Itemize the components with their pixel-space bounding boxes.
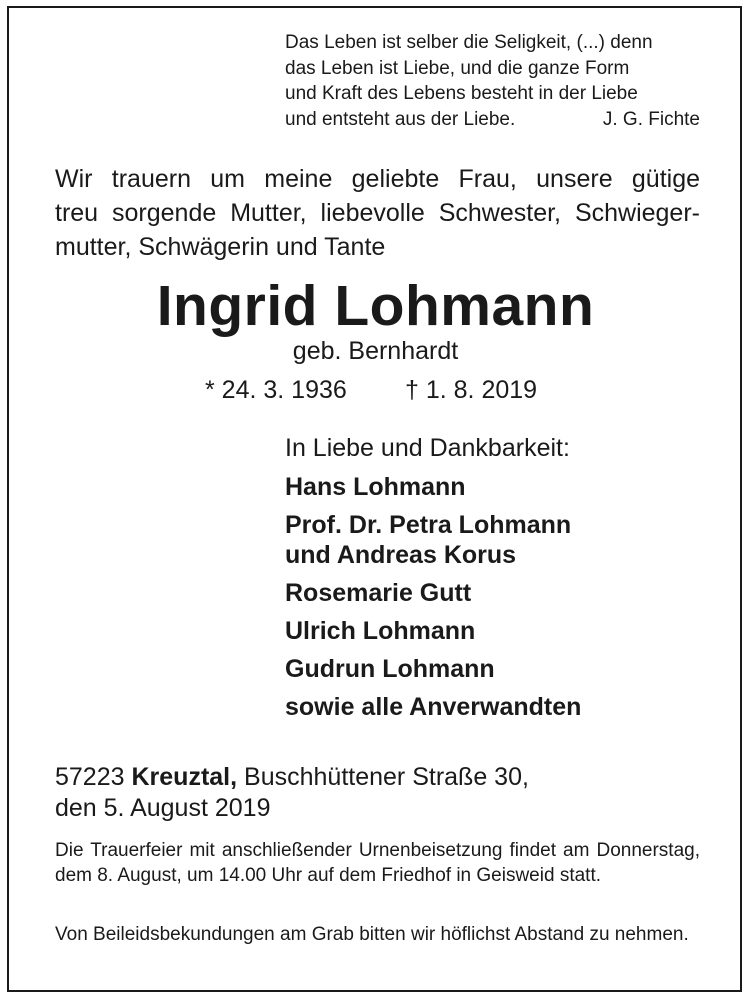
mourner-entry — [285, 616, 725, 646]
deceased-name: Ingrid Lohmann — [156, 274, 595, 338]
address-street: Buschhüttener Straße 30, — [244, 763, 529, 791]
quote-line: Das Leben ist selber die Seligkeit, (...) denn — [285, 32, 653, 53]
intro-line: treu sorgende Mutter, liebevolle Schwester, Schwieger- — [55, 199, 700, 227]
mourner-name: Rosemarie Gutt — [285, 579, 472, 607]
birth-date: * 24. 3. 1936 — [205, 376, 347, 404]
intro-line: Wir trauern um meine geliebte Frau, unsere gütige — [55, 165, 700, 193]
quote-author: J. G. Fichte — [602, 108, 700, 130]
quote-line: und Kraft des Lebens besteht in der Liebe — [285, 83, 638, 104]
death-date: † 1. 8. 2019 — [405, 376, 538, 404]
quote-line: und entsteht aus der Liebe. — [285, 108, 516, 130]
mourner-name: Prof. Dr. Petra Lohmann — [285, 511, 572, 539]
address-block — [55, 762, 529, 824]
mourners-list — [285, 472, 725, 730]
quote-line: das Leben ist Liebe, und die ganze Form — [285, 57, 630, 79]
mourner-entry — [285, 578, 725, 608]
quote — [285, 30, 700, 132]
ceremony-note: Die Trauerfeier mit anschließender Urnenbeisetzung findet am Donnerstag, dem 8. August, um 14.00 Uhr auf dem Friedhof in Geisweid statt. — [55, 840, 700, 886]
condolence-note: Von Beileidsbekundungen am Grab bitten wir höflichst Abstand zu nehmen. — [55, 924, 689, 945]
mourner-name: Gudrun Lohmann — [285, 655, 495, 683]
mourner-name: sowie alle Anverwandten — [285, 693, 582, 721]
intro-text — [55, 162, 700, 264]
quote-last-line — [285, 107, 700, 133]
mourner-entry — [285, 654, 725, 684]
mourner-entry — [285, 510, 725, 570]
address-city: Kreuztal, — [131, 763, 238, 791]
mourner-entry — [285, 692, 725, 722]
maiden-name: geb. Bernhardt — [292, 337, 459, 365]
mourners-heading: In Liebe und Dankbarkeit: — [285, 434, 570, 462]
intro-line: mutter, Schwägerin und Tante — [55, 233, 386, 261]
address-line — [55, 762, 529, 793]
mourner-entry — [285, 472, 725, 502]
address-date: den 5. August 2019 — [55, 794, 271, 822]
address-zip: 57223 — [55, 763, 125, 791]
mourner-name: und Andreas Korus — [285, 541, 517, 569]
mourner-name: Hans Lohmann — [285, 473, 466, 501]
mourner-name: Ulrich Lohmann — [285, 617, 476, 645]
